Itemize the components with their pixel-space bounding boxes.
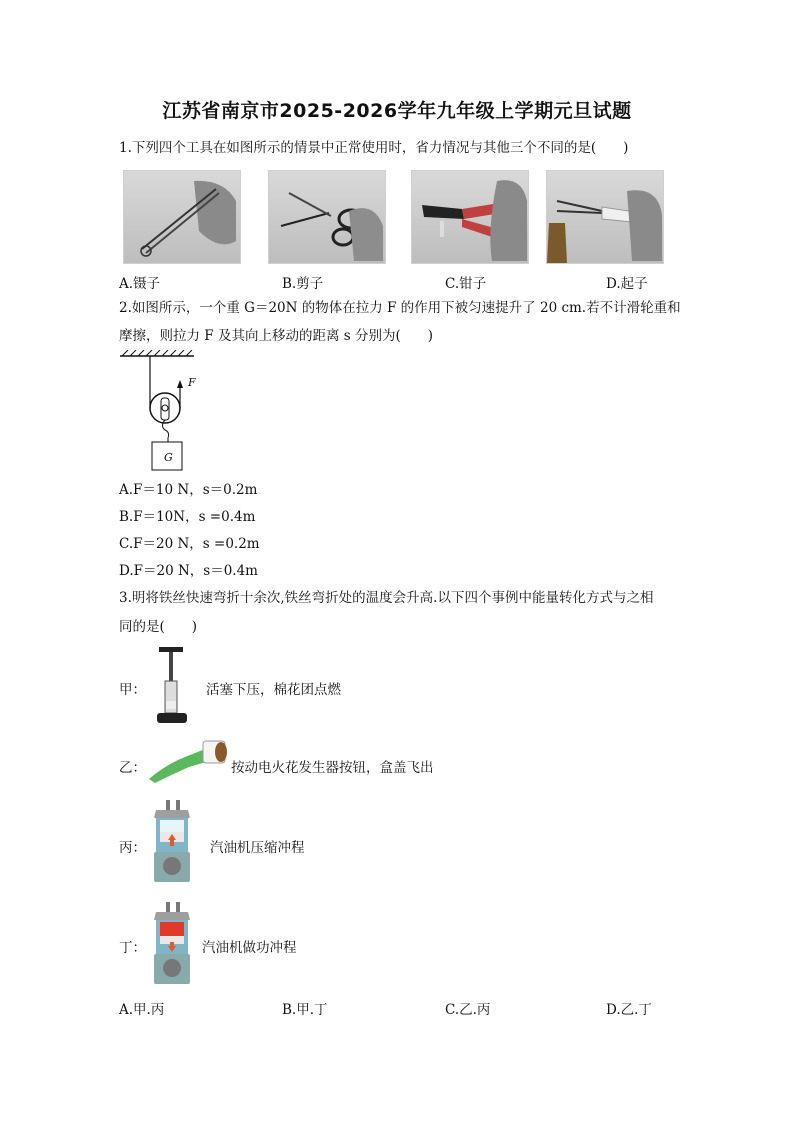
spark-generator-icon bbox=[145, 735, 230, 785]
bottle-opener-photo bbox=[546, 170, 664, 264]
q1-option-d: D.起子 bbox=[606, 276, 648, 292]
q3-option-a: A.甲.丙 bbox=[119, 1002, 165, 1018]
q1-option-b: B.剪子 bbox=[282, 276, 324, 292]
q3-item-bing-label: 丙： bbox=[119, 840, 146, 856]
q3-option-d: D.乙.丁 bbox=[606, 1002, 652, 1018]
q3-item-yi-label: 乙： bbox=[119, 760, 146, 776]
compression-stroke-engine-icon bbox=[148, 800, 196, 886]
scissors-photo bbox=[268, 170, 386, 264]
q3-stem-line2: 同的是( ) bbox=[119, 619, 198, 635]
power-stroke-engine-icon bbox=[148, 902, 196, 988]
q2-option-c: C.F＝20 N，s =0.2m bbox=[119, 536, 260, 552]
q3-item-bing-desc: 汽油机压缩冲程 bbox=[210, 840, 305, 856]
tweezers-photo bbox=[123, 170, 241, 264]
q3-item-ding-label: 丁： bbox=[119, 940, 146, 956]
q2-option-b: B.F＝10N，s =0.4m bbox=[119, 509, 256, 525]
q3-option-b: B.甲.丁 bbox=[282, 1002, 328, 1018]
q2-option-d: D.F＝20 N，s＝0.4m bbox=[119, 563, 258, 579]
q3-item-jia-desc: 活塞下压，棉花团点燃 bbox=[206, 682, 341, 698]
force-label: F bbox=[188, 376, 196, 389]
q3-item-yi-desc: 按动电火花发生器按钮，盒盖飞出 bbox=[231, 760, 434, 776]
q3-stem-line1: 3.明将铁丝快速弯折十余次,铁丝弯折处的温度会升高.以下四个事例中能量转化方式与之相 bbox=[119, 590, 654, 606]
air-piston-icon bbox=[153, 645, 193, 729]
q1-stem: 1.下列四个工具在如图所示的情景中正常使用时，省力情况与其他三个不同的是( ) bbox=[119, 140, 629, 156]
weight-label: G bbox=[164, 451, 173, 464]
q3-item-ding-desc: 汽油机做功冲程 bbox=[202, 940, 297, 956]
q3-option-c: C.乙.丙 bbox=[445, 1002, 491, 1018]
q2-stem-line2: 摩擦，则拉力 F 及其向上移动的距离 s 分别为( ) bbox=[119, 328, 433, 344]
page-title: 江苏省南京市2025-2026学年九年级上学期元旦试题 bbox=[162, 100, 632, 122]
q2-stem-line1: 2.如图所示，一个重 G＝20N 的物体在拉力 F 的作用下被匀速提升了 20 cm.若不计滑轮重和 bbox=[119, 300, 681, 316]
q1-option-a: A.镊子 bbox=[119, 276, 161, 292]
pulley-diagram bbox=[118, 350, 208, 475]
q3-item-jia-label: 甲： bbox=[119, 682, 146, 698]
q2-option-a: A.F＝10 N，s＝0.2m bbox=[119, 482, 258, 498]
pliers-photo bbox=[411, 170, 529, 264]
q1-option-c: C.钳子 bbox=[445, 276, 487, 292]
